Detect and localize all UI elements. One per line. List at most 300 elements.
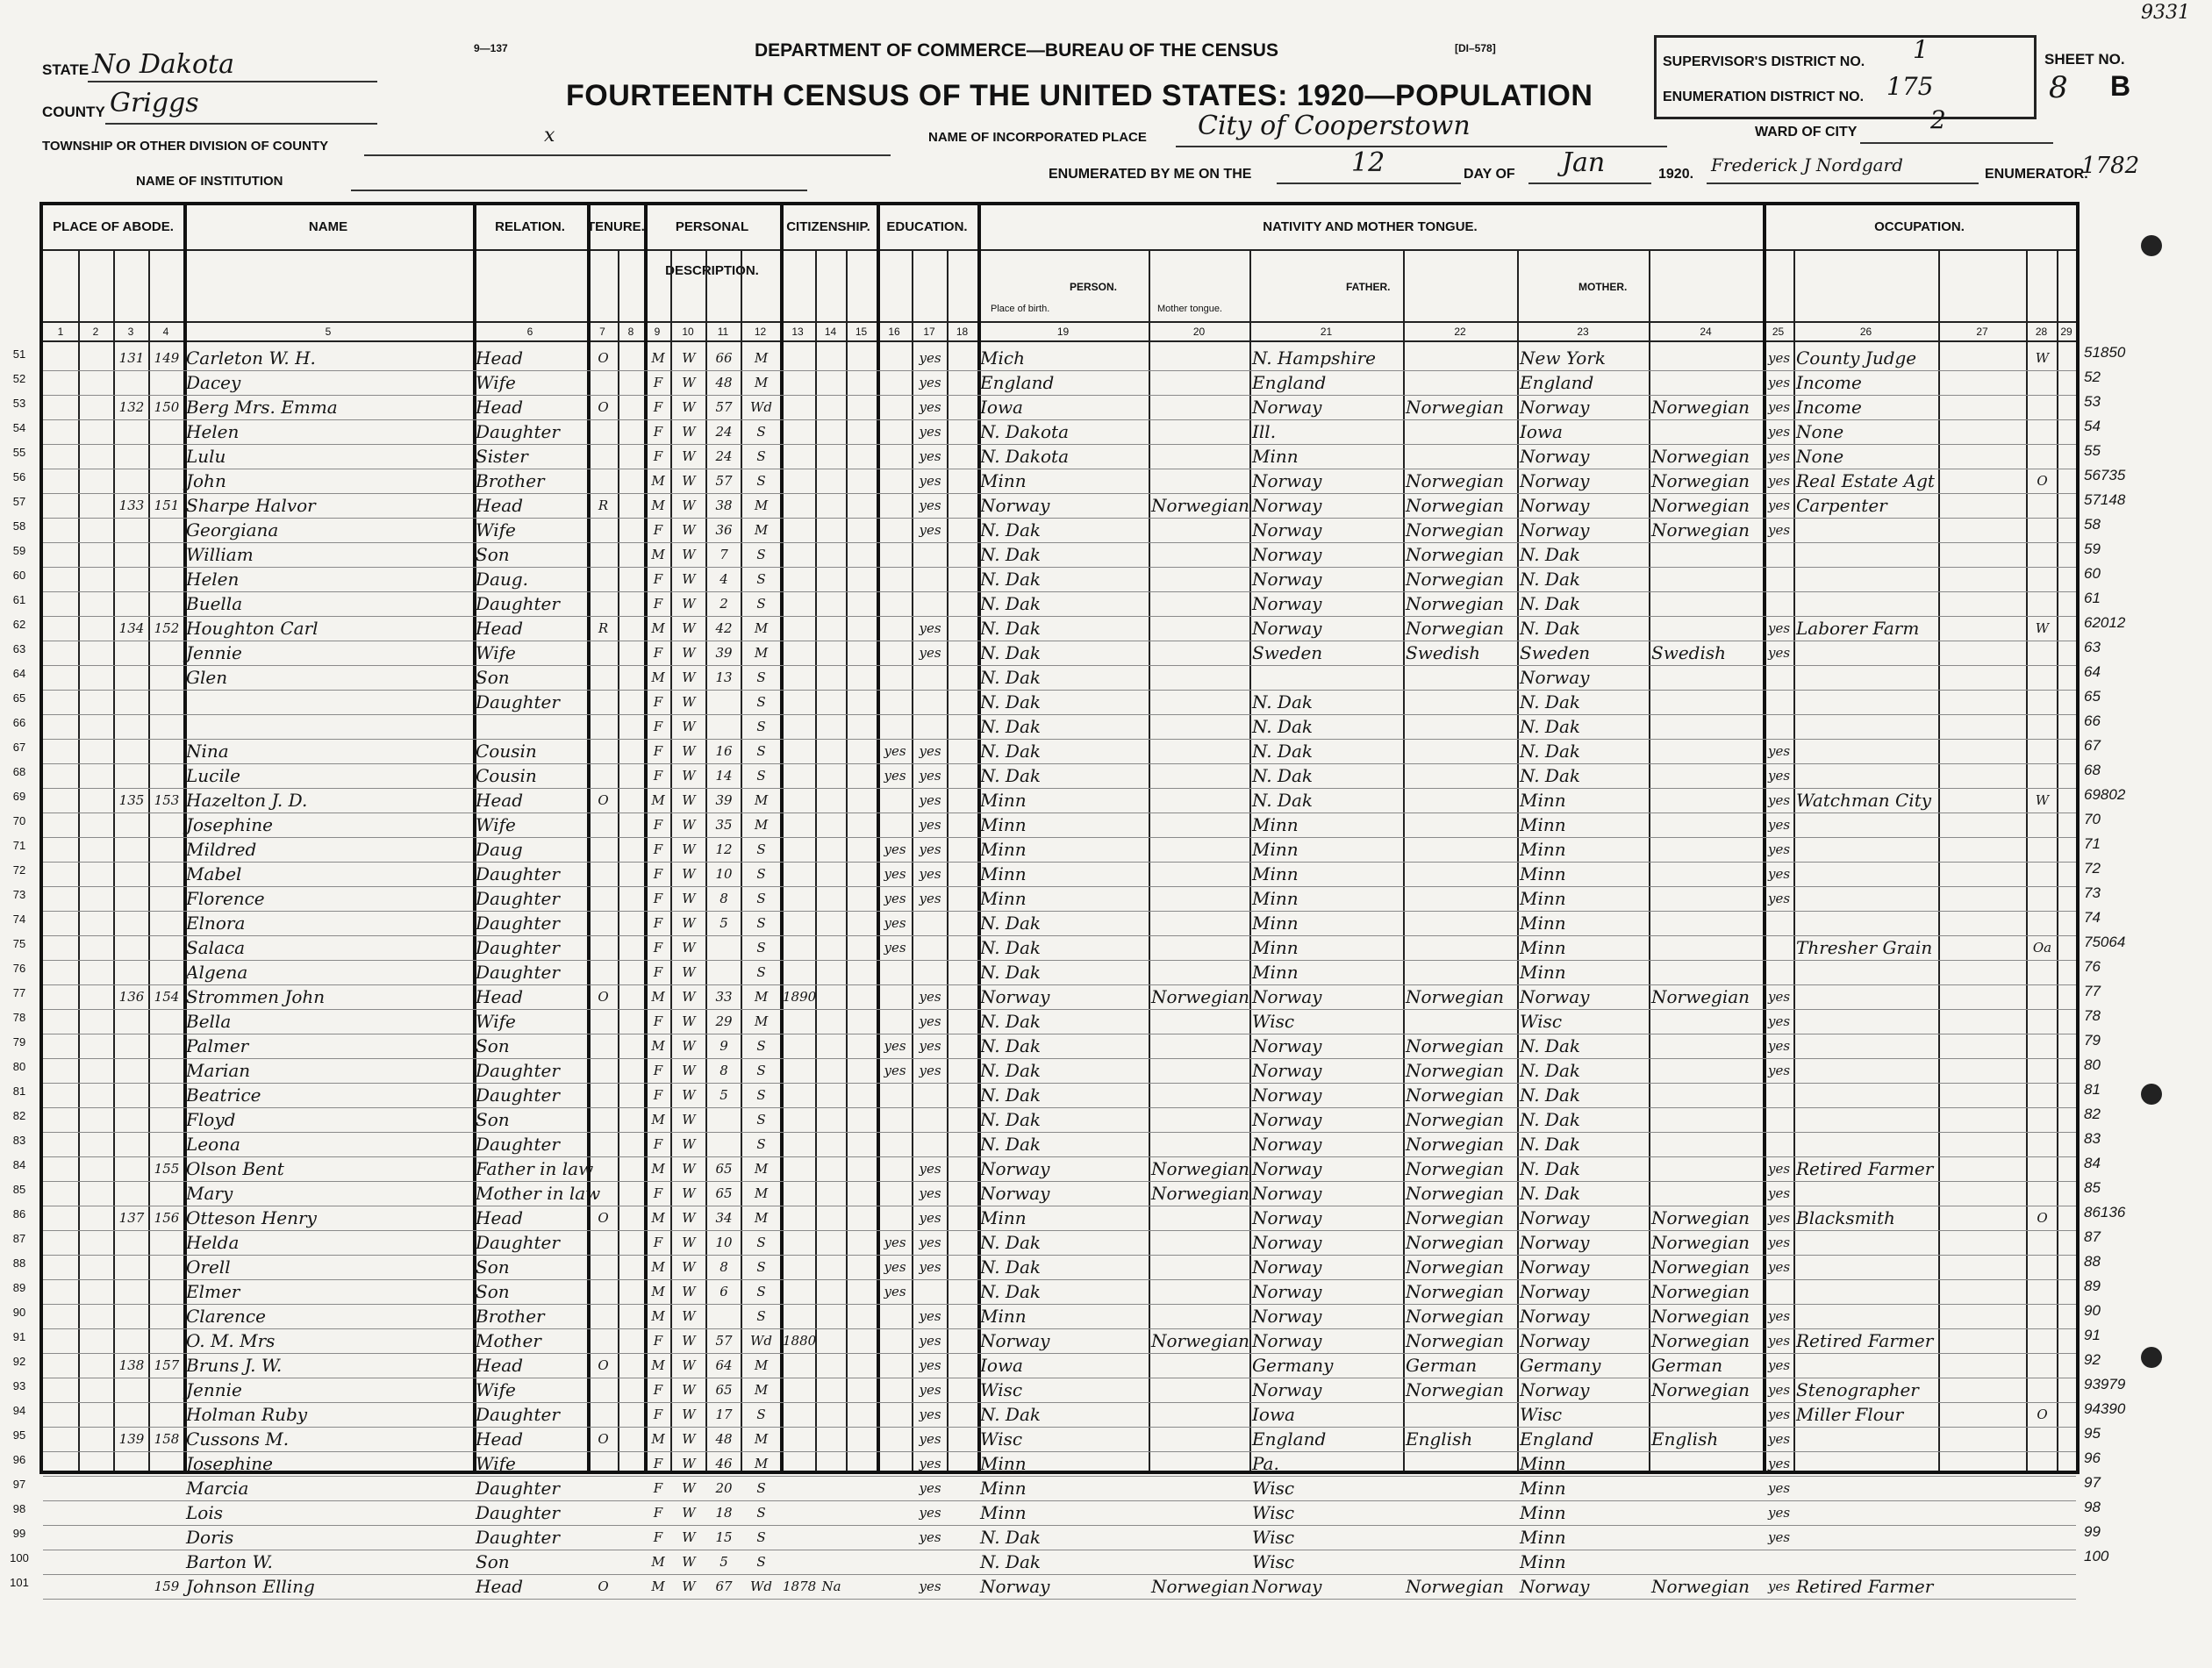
cell-fpob: Ill. (1252, 421, 1277, 442)
cell-sex: F (653, 1013, 663, 1029)
sheet-label: SHEET NO. (2044, 51, 2125, 68)
cell-mtg: Norwegian (1651, 1330, 1750, 1351)
cell-ten: O (598, 1431, 609, 1447)
cell-pob: Norway (980, 1330, 1050, 1351)
form-number: 9—137 (474, 42, 508, 54)
line-number: 58 (12, 519, 26, 533)
right-margin-number: 52 (2084, 369, 2101, 385)
line-number: 68 (12, 765, 26, 778)
sub-place-of-birth: Place of birth. (991, 304, 1050, 314)
table-row (43, 1058, 2076, 1084)
cell-ms: M (754, 375, 769, 390)
cell-read: yes (919, 989, 941, 1005)
cell-fpob: Minn (1252, 839, 1299, 860)
cell-name: Bella (186, 1011, 232, 1032)
cell-ftg: Norwegian (1406, 1183, 1505, 1204)
cell-sex: F (653, 1136, 663, 1152)
cell-rel: Daughter (476, 962, 560, 983)
cell-ten: O (598, 350, 609, 366)
cell-ms: M (754, 350, 769, 366)
cell-mpob: N. Dak (1520, 765, 1581, 786)
cell-mtg: Norwegian (1651, 1306, 1750, 1327)
cell-age: 65 (715, 1382, 733, 1398)
cell-name: Lulu (186, 446, 226, 467)
cell-eng: yes (1767, 891, 1791, 906)
cell-pob: Minn (980, 863, 1027, 884)
cell-sex: F (653, 1235, 663, 1250)
cell-eng: yes (1767, 1185, 1791, 1201)
line-number: 99 (12, 1527, 26, 1540)
cell-mpob: New York (1520, 347, 1606, 369)
cell-read: yes (919, 522, 941, 538)
cell-rel: Head (476, 1207, 524, 1228)
right-margin-number: 65 (2084, 688, 2101, 705)
cell-fpob: Germany (1252, 1355, 1334, 1376)
cell-race: W (682, 1333, 696, 1349)
cell-ftg: Norwegian (1406, 618, 1505, 639)
cell-mtg: Norwegian (1651, 470, 1750, 491)
cell-pob: N. Dak (980, 1109, 1042, 1130)
cell-ms: S (756, 1063, 766, 1078)
right-margin-number: 61 (2084, 590, 2101, 606)
cell-race: W (682, 1505, 696, 1521)
cell-att: yes (884, 866, 906, 882)
cell-mtg: Norwegian (1651, 1207, 1750, 1228)
cell-race: W (682, 399, 696, 415)
cell-fpob: Norway (1252, 1576, 1322, 1597)
cell-age: 16 (715, 743, 733, 759)
right-margin-number: 59 (2084, 540, 2101, 557)
cell-ten: O (598, 1579, 609, 1594)
cell-rel: Head (476, 618, 524, 639)
right-margin-number: 64 (2084, 663, 2101, 680)
cell-eng: yes (1767, 1529, 1791, 1545)
cell-rel: Son (476, 1551, 510, 1572)
cell-age: 10 (715, 866, 733, 882)
cell-rel: Wife (476, 1379, 516, 1400)
cell-mtg: Norwegian (1651, 397, 1750, 418)
cell-rel: Wife (476, 1453, 516, 1474)
day-of-label: DAY OF (1464, 167, 1515, 182)
column-number: 26 (1859, 326, 1872, 338)
cell-ten: R (598, 620, 609, 636)
cell-name: Barton W. (186, 1551, 273, 1572)
cell-age: 65 (715, 1161, 733, 1177)
incorporated-place-label: NAME OF INCORPORATED PLACE (928, 130, 1147, 145)
right-margin-number: 80 (2084, 1056, 2101, 1073)
cell-mtg: Norwegian (1651, 1232, 1750, 1253)
cell-fpob: Minn (1252, 888, 1299, 909)
column-number: 21 (1320, 326, 1333, 338)
cell-ftg: Norwegian (1406, 1576, 1505, 1597)
column-number: 17 (923, 326, 935, 338)
cell-rel: Mother in law (476, 1183, 601, 1204)
cell-pob: N. Dak (980, 741, 1042, 762)
district-box (1654, 35, 2037, 119)
cell-age: 17 (715, 1407, 733, 1422)
cell-mpob: N. Dak (1520, 1035, 1581, 1056)
column-number: 27 (1976, 326, 1988, 338)
cell-sex: F (653, 1529, 663, 1545)
cell-age: 12 (715, 841, 733, 857)
right-margin-number: 78 (2084, 1007, 2101, 1024)
cell-mtg: English (1651, 1428, 1719, 1450)
cell-ms: S (756, 669, 766, 685)
line-number: 85 (12, 1183, 26, 1196)
cell-ms: M (754, 817, 769, 833)
line-number: 53 (12, 397, 26, 410)
cell-name: Berg Mrs. Emma (186, 397, 338, 418)
cell-ms: S (756, 891, 766, 906)
cell-name: Sharpe Halvor (186, 495, 316, 516)
cell-occ: County Judge (1796, 347, 1917, 369)
cell-read: yes (919, 1456, 941, 1471)
cell-age: 10 (715, 1235, 733, 1250)
cell-read: yes (919, 1382, 941, 1398)
cell-race: W (682, 817, 696, 833)
table-row (43, 1353, 2076, 1378)
cell-sex: M (651, 1284, 665, 1299)
cell-race: W (682, 891, 696, 906)
cell-rel: Daughter (476, 593, 560, 614)
cell-ms: S (756, 1259, 766, 1275)
table-row (43, 641, 2076, 666)
column-number: 15 (855, 326, 868, 338)
line-number: 84 (12, 1158, 26, 1171)
cell-eng: yes (1767, 1382, 1791, 1398)
cell-eng: yes (1767, 792, 1791, 808)
cell-fpob: Wisc (1252, 1527, 1295, 1548)
cell-mpob: Minn (1520, 937, 1566, 958)
right-margin-number: 51850 (2084, 344, 2126, 361)
cell-ms: S (756, 1554, 766, 1570)
cell-mpob: Norway (1520, 667, 1590, 688)
cell-occ: Watchman City (1796, 790, 1932, 811)
cell-eng: yes (1767, 1431, 1791, 1447)
cell-mtg: Norwegian (1651, 519, 1750, 540)
enumerated-label: ENUMERATED BY ME ON THE (1049, 167, 1252, 182)
cell-name: O. M. Mrs (186, 1330, 276, 1351)
table-row (43, 984, 2076, 1010)
cell-pob: N. Dak (980, 593, 1042, 614)
group-relation: RELATION. (473, 205, 587, 251)
cell-pob: N. Dak (980, 1035, 1042, 1056)
cell-race: W (682, 350, 696, 366)
cell-rel: Cousin (476, 765, 537, 786)
cell-name: Helda (186, 1232, 240, 1253)
column-number: 10 (682, 326, 694, 338)
cell-pob: Minn (980, 470, 1027, 491)
sheet-number: 8 (2049, 70, 2068, 105)
right-margin-number: 82 (2084, 1106, 2101, 1122)
cell-fpob: Norway (1252, 618, 1322, 639)
cell-age: 8 (719, 1259, 728, 1275)
cell-sex: F (653, 940, 663, 956)
cell-ten: O (598, 1357, 609, 1373)
cell-age: 29 (715, 1013, 733, 1029)
table-row (43, 542, 2076, 568)
cell-att: yes (884, 891, 906, 906)
cell-race: W (682, 1579, 696, 1594)
cell-fpob: Norway (1252, 1158, 1322, 1179)
cell-att: yes (884, 1038, 906, 1054)
cell-pob: N. Dak (980, 1134, 1042, 1155)
cell-sex: F (653, 1456, 663, 1471)
cell-fpob: N. Dak (1252, 716, 1314, 737)
cell-att: yes (884, 1063, 906, 1078)
cell-ms: S (756, 768, 766, 784)
cell-mtg: Norwegian (1651, 1379, 1750, 1400)
cell-fpob: N. Dak (1252, 790, 1314, 811)
cell-ftg: Norwegian (1406, 1134, 1505, 1155)
cell-fpob: Norway (1252, 544, 1322, 565)
column-number: 18 (956, 326, 969, 338)
cell-ftg: Swedish (1406, 642, 1480, 663)
cell-mpob: Iowa (1520, 421, 1563, 442)
line-number: 59 (12, 544, 26, 557)
cell-mpob: Norway (1520, 446, 1590, 467)
cell-race: W (682, 448, 696, 464)
cell-rel: Wife (476, 642, 516, 663)
cell-race: W (682, 743, 696, 759)
cell-age: 24 (715, 448, 733, 464)
cell-read: yes (919, 1063, 941, 1078)
cell-mpob: Norway (1520, 986, 1590, 1007)
cell-att: yes (884, 841, 906, 857)
cell-sex: M (651, 1210, 665, 1226)
cell-mpob: England (1520, 1428, 1594, 1450)
cell-read: yes (919, 350, 941, 366)
cell-ms: Wd (749, 399, 773, 415)
cell-eng: yes (1767, 522, 1791, 538)
cell-sex: M (651, 1357, 665, 1373)
cell-fam: 157 (154, 1357, 180, 1373)
cell-race: W (682, 424, 696, 440)
cell-att: yes (884, 915, 906, 931)
cell-rel: Son (476, 544, 510, 565)
column-number: 6 (526, 326, 533, 338)
cell-race: W (682, 547, 696, 562)
cell-ms: M (754, 1013, 769, 1029)
cell-rel: Head (476, 986, 524, 1007)
column-number: 3 (127, 326, 134, 338)
cell-dw: 136 (118, 989, 145, 1005)
cell-tg: Norwegian (1151, 1330, 1250, 1351)
line-number: 65 (12, 691, 26, 705)
column-number: 29 (2060, 326, 2072, 338)
line-number: 101 (10, 1576, 29, 1589)
cell-cl: Oa (2032, 940, 2052, 956)
cell-ms: M (754, 1431, 769, 1447)
line-number: 61 (12, 593, 26, 606)
cell-read: yes (919, 891, 941, 906)
cell-fpob: Norway (1252, 1134, 1322, 1155)
cell-race: W (682, 1185, 696, 1201)
cell-name: Glen (186, 667, 228, 688)
cell-name: Helen (186, 421, 240, 442)
line-number: 78 (12, 1011, 26, 1024)
cell-eng: yes (1767, 645, 1791, 661)
line-number: 67 (12, 741, 26, 754)
cell-age: 2 (719, 596, 728, 612)
table-row (43, 518, 2076, 543)
cell-pob: Minn (980, 1478, 1027, 1499)
line-number: 64 (12, 667, 26, 680)
cell-mpob: N. Dak (1520, 1109, 1581, 1130)
column-number: 11 (717, 326, 729, 338)
line-number: 91 (12, 1330, 26, 1343)
census-title: FOURTEENTH CENSUS OF THE UNITED STATES: 1920—POPULATION (566, 79, 1593, 112)
line-number: 57 (12, 495, 26, 508)
table-row (43, 862, 2076, 887)
table-row (43, 886, 2076, 912)
right-margin-number: 79 (2084, 1032, 2101, 1049)
cell-ms: S (756, 1284, 766, 1299)
line-number: 90 (12, 1306, 26, 1319)
column-number: 12 (754, 326, 767, 338)
right-margin-number: 95 (2084, 1425, 2101, 1442)
cell-pob: N. Dak (980, 1281, 1042, 1302)
cell-pob: Wisc (980, 1379, 1023, 1400)
line-number: 87 (12, 1232, 26, 1245)
cell-age: 14 (715, 768, 733, 784)
table-row (43, 739, 2076, 764)
township-value: x (544, 125, 555, 147)
cell-read: yes (919, 424, 941, 440)
cell-ftg: Norwegian (1406, 1232, 1505, 1253)
table-row (43, 1230, 2076, 1256)
cell-mpob: Norway (1520, 1306, 1590, 1327)
cell-rel: Daughter (476, 913, 560, 934)
cell-race: W (682, 841, 696, 857)
cell-occ: Carpenter (1796, 495, 1887, 516)
cell-name: Leona (186, 1134, 240, 1155)
table-row (43, 1378, 2076, 1403)
table-row (43, 395, 2076, 420)
margin-number: 1782 (2081, 153, 2140, 179)
column-number: 24 (1700, 326, 1712, 338)
cell-ftg: Norwegian (1406, 986, 1505, 1007)
cell-att: yes (884, 743, 906, 759)
cell-name: Helen (186, 569, 240, 590)
cell-pob: N. Dakota (980, 446, 1070, 467)
cell-fpob: Minn (1252, 814, 1299, 835)
cell-mpob: Norway (1520, 470, 1590, 491)
cell-fpob: Pa. (1252, 1453, 1279, 1474)
cell-fpob: Wisc (1252, 1011, 1295, 1032)
cell-name: Josephine (186, 1453, 273, 1474)
cell-sex: F (653, 1185, 663, 1201)
table-row (43, 935, 2076, 961)
line-number: 52 (12, 372, 26, 385)
cell-eng: yes (1767, 1161, 1791, 1177)
cell-occ: Retired Farmer (1796, 1330, 1934, 1351)
cell-ms: M (754, 620, 769, 636)
cell-rel: Daughter (476, 1527, 560, 1548)
cell-mpob: Norway (1520, 1576, 1590, 1597)
cell-race: W (682, 1259, 696, 1275)
cell-eng: yes (1767, 473, 1791, 489)
cell-race: W (682, 522, 696, 538)
cell-name: John (186, 470, 226, 491)
cell-read: yes (919, 768, 941, 784)
cell-mtg: Swedish (1651, 642, 1726, 663)
cell-mpob: Minn (1520, 839, 1566, 860)
cell-pob: Minn (980, 814, 1027, 835)
cell-ms: S (756, 1480, 766, 1496)
cell-sex: F (653, 719, 663, 734)
cell-name: Salaca (186, 937, 246, 958)
line-number: 71 (12, 839, 26, 852)
cell-pob: N. Dak (980, 667, 1042, 688)
state-label: STATE (42, 61, 89, 78)
cell-name: Johnson Elling (186, 1576, 315, 1597)
line-number: 96 (12, 1453, 26, 1466)
right-margin-number: 98 (2084, 1499, 2101, 1515)
cell-ftg: Norwegian (1406, 397, 1505, 418)
table-row (43, 1500, 2076, 1526)
cell-sex: M (651, 547, 665, 562)
cell-ftg: Norwegian (1406, 1379, 1505, 1400)
cell-race: W (682, 940, 696, 956)
cell-age: 5 (719, 915, 728, 931)
cell-sex: M (651, 989, 665, 1005)
right-margin-number: 89 (2084, 1278, 2101, 1294)
cell-mpob: Minn (1520, 790, 1566, 811)
cell-dw: 138 (118, 1357, 145, 1373)
table-row (43, 1328, 2076, 1354)
cell-mtg: Norwegian (1651, 446, 1750, 467)
cell-name: Marian (186, 1060, 251, 1081)
cell-name: Holman Ruby (186, 1404, 308, 1425)
cell-ms: S (756, 743, 766, 759)
cell-read: yes (919, 1579, 941, 1594)
right-margin-number: 63 (2084, 639, 2101, 655)
cell-occ: Income (1796, 372, 1862, 393)
cell-ftg: English (1406, 1428, 1473, 1450)
cell-name: William (186, 544, 254, 565)
right-margin-number: 60 (2084, 565, 2101, 582)
table-row (43, 1255, 2076, 1280)
cell-ftg: Norwegian (1406, 1158, 1505, 1179)
cell-mpob: Norway (1520, 397, 1590, 418)
cell-rel: Son (476, 667, 510, 688)
cell-fpob: Norway (1252, 397, 1322, 418)
cell-sex: F (653, 571, 663, 587)
cell-mpob: N. Dak (1520, 1060, 1581, 1081)
cell-ftg: Norwegian (1406, 470, 1505, 491)
cell-sex: F (653, 891, 663, 906)
cell-pob: N. Dak (980, 765, 1042, 786)
cell-age: 8 (719, 1063, 728, 1078)
county-value: Griggs (110, 88, 199, 118)
cell-race: W (682, 719, 696, 734)
group-name: NAME (183, 205, 473, 251)
cell-name: Strommen John (186, 986, 326, 1007)
cell-fpob: Norway (1252, 1035, 1322, 1056)
cell-eng: yes (1767, 1579, 1791, 1594)
column-number: 8 (627, 326, 634, 338)
cell-rel: Daughter (476, 421, 560, 442)
cell-pob: N. Dak (980, 1085, 1042, 1106)
column-number: 19 (1056, 326, 1070, 338)
line-number: 83 (12, 1134, 26, 1147)
cell-age: 48 (715, 1431, 733, 1447)
cell-sex: M (651, 1554, 665, 1570)
cell-mpob: Norway (1520, 1330, 1590, 1351)
cell-sex: F (653, 1480, 663, 1496)
cell-name: Jennie (186, 642, 242, 663)
